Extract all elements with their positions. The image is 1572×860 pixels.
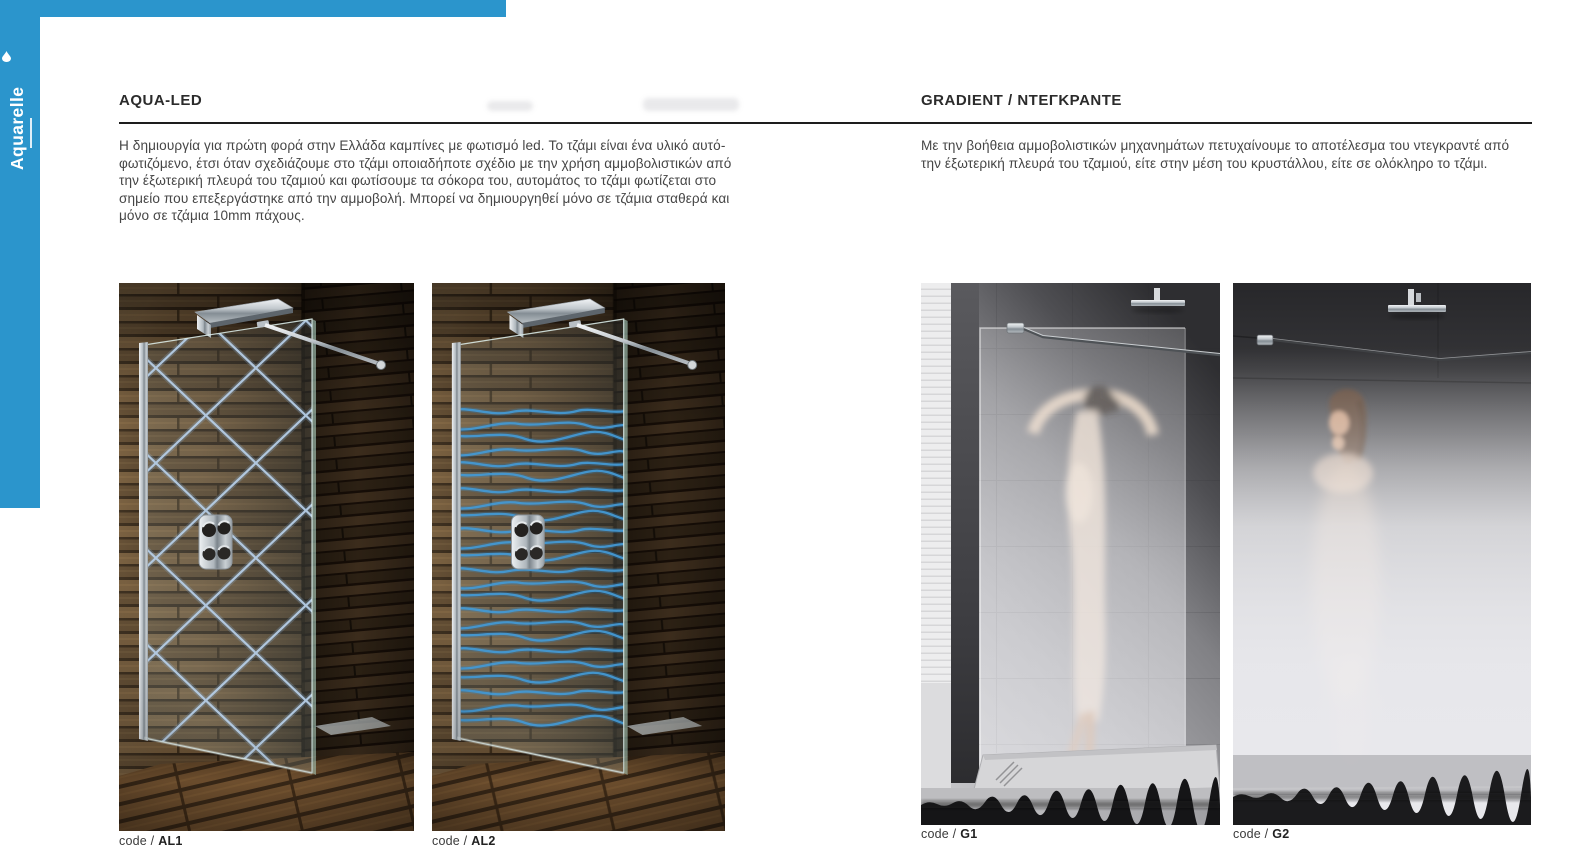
product-code-al2 bbox=[432, 834, 495, 848]
faint-watermark bbox=[643, 98, 739, 111]
photo-g1-scene bbox=[921, 283, 1220, 825]
brand-logo-underline bbox=[30, 118, 32, 148]
product-photo-g1 bbox=[921, 283, 1220, 825]
brand-logo-text: Aquarelle bbox=[7, 86, 27, 170]
product-code-al1 bbox=[119, 834, 182, 848]
section-title-gradient: GRADIENT / ΝΤΕΓΚΡΑΝΤΕ bbox=[921, 92, 1122, 109]
product-photo-al1 bbox=[119, 283, 414, 831]
code-value: G2 bbox=[1272, 827, 1290, 841]
top-accent-bar bbox=[0, 0, 506, 17]
heading-rule bbox=[119, 122, 1532, 124]
section-title-aqua-led: AQUA-LED bbox=[119, 92, 203, 109]
code-label: code / bbox=[1233, 827, 1269, 841]
photo-g2-scene bbox=[1233, 283, 1531, 825]
glass-bracket bbox=[1257, 335, 1273, 345]
code-label: code / bbox=[432, 834, 468, 848]
section-body-aqua-led: Η δημιουργία για πρώτη φορά στην Ελλάδα καμπίνες με φωτισμό led. Το τζάμι είναι ένα υλικό αυτό-φωτιζόμενο, έτσι όταν σχεδιάζουμε στο τζάμι οποιαδήποτε σχέδιο με την χρήση αμμοβολιστικών από την έξωτερική πλευρά του τζαμιού και φωτίσουμε τα σόκορα του, αυτομάτος το τζάμι φωτίζεται στο σημείο που επεξεργάστηκε από την αμμοβολή. Μπορεί να δημιουργηθεί μόνο σε τζάμια σταθερά και μόνο σε τζάμια 10mm πάχους. bbox=[119, 138, 732, 224]
faint-watermark bbox=[487, 101, 533, 111]
section-body-gradient: Με την βοήθεια αμμοβολιστικών μηχανημάτων πετυχαίνουμε το αποτέλεσμα του ντεγκραντέ από την έξωτερική πλευρά του τζαμιού, είτε στην μέση του κρυστάλλου, είτε σε ολόκληρο το τζάμι. bbox=[921, 138, 1510, 171]
brand-sidebar bbox=[0, 0, 40, 508]
code-value: G1 bbox=[960, 827, 978, 841]
product-code-g2 bbox=[1233, 827, 1289, 841]
photo-al1-scene bbox=[119, 283, 414, 831]
product-photo-al2 bbox=[432, 283, 725, 831]
product-code-g1 bbox=[921, 827, 977, 841]
glass-bracket bbox=[1007, 323, 1024, 333]
code-value: AL1 bbox=[158, 834, 183, 848]
code-value: AL2 bbox=[471, 834, 496, 848]
code-label: code / bbox=[921, 827, 957, 841]
code-label: code / bbox=[119, 834, 155, 848]
photo-al2-scene bbox=[432, 283, 725, 831]
product-photo-g2 bbox=[1233, 283, 1531, 825]
